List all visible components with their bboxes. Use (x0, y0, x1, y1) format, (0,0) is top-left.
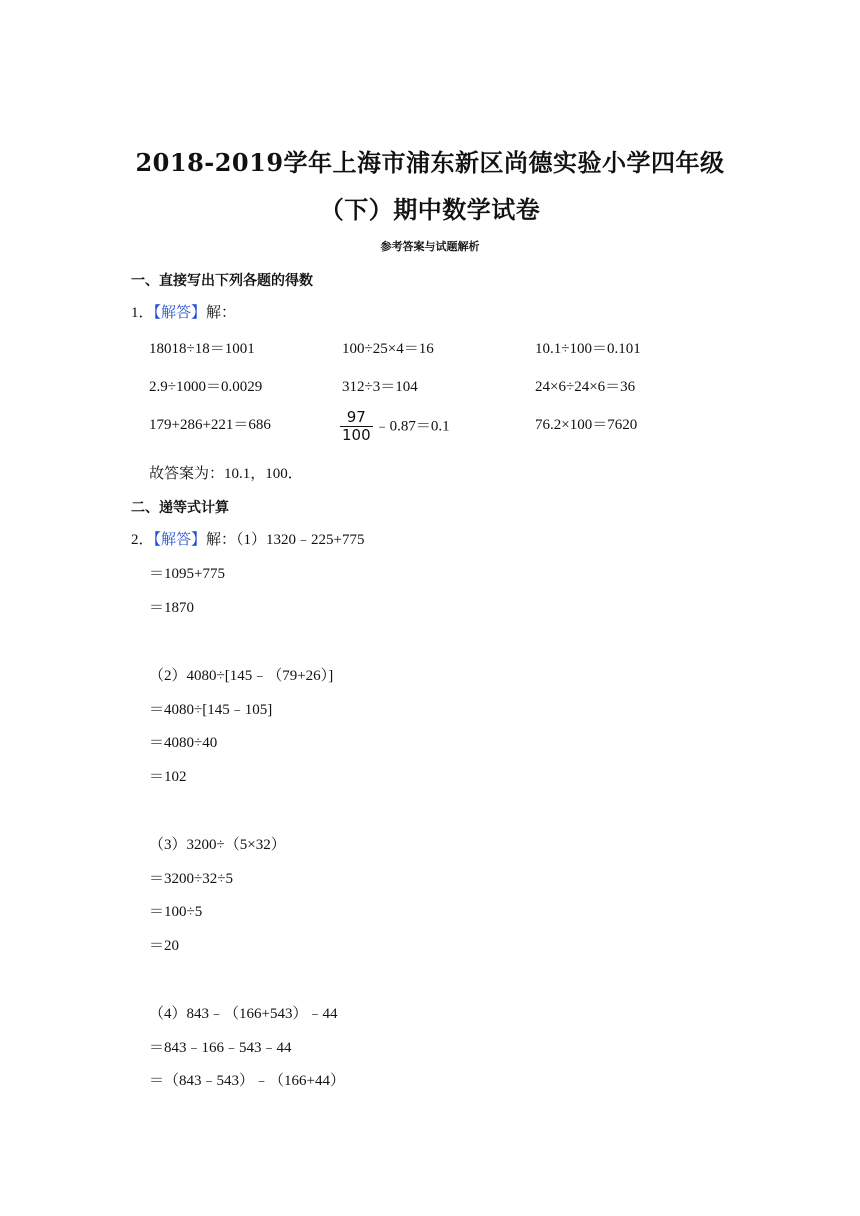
solution-line: ＝20 (149, 938, 180, 954)
calc-item: 18018÷18＝1001 (149, 341, 255, 357)
solution-line: ＝102 (149, 769, 187, 785)
answer-tag: 【解答】 (153, 532, 207, 548)
fraction-numerator: 97 (340, 409, 373, 427)
calc-item: 76.2×100＝7620 (535, 417, 638, 433)
solution-line: ＝1870 (149, 600, 195, 616)
solution-line: （3）3200÷（5×32） (149, 837, 286, 853)
solution-line: ＝（843﹣543）﹣（166+44） (149, 1073, 345, 1089)
solution-line: （2）4080÷[145﹣（79+26）] (149, 668, 334, 684)
solution-line: ＝4080÷[145﹣105] (149, 702, 273, 718)
calc-item: 179+286+221＝686 (149, 417, 271, 433)
answer-tag: 【解答】 (153, 305, 207, 321)
calc-item: 24×6÷24×6＝36 (535, 379, 636, 395)
question-1-header (131, 304, 236, 322)
question-number: 2． (131, 532, 154, 548)
calc-item: 10.1÷100＝0.101 (535, 341, 641, 357)
fraction-rest: ﹣0.87＝0.1 (374, 418, 450, 435)
calc-item: 2.9÷1000＝0.0029 (149, 379, 263, 395)
fraction (340, 409, 373, 444)
solution-line: ＝843﹣166﹣543﹣44 (149, 1040, 292, 1056)
fraction-denominator: 100 (342, 426, 371, 444)
solution-line: ＝100÷5 (149, 904, 203, 920)
solution-label: 解： (206, 305, 237, 321)
document-title-line1: 2018-2019学年上海市浦东新区尚德实验小学四年级 (135, 148, 725, 177)
section-heading-1: 一、直接写出下列各题的得数 (131, 273, 313, 289)
fraction-calc-item (340, 409, 450, 444)
solution-label: 解： (206, 532, 237, 548)
solution-line: （4）843﹣（166+543）﹣44 (149, 1006, 338, 1022)
solution-line: ＝4080÷40 (149, 735, 218, 751)
question-2-header (131, 531, 365, 549)
section-heading-2: 二、递等式计算 (131, 500, 229, 516)
solution-line: ＝3200÷32÷5 (149, 871, 233, 887)
question-number: 1． (131, 305, 154, 321)
document-title-line2: （下）期中数学试卷 (319, 195, 541, 224)
solution-line: ＝1095+775 (149, 566, 225, 582)
document-subtitle: 参考答案与试题解析 (380, 240, 480, 253)
solution-line: （1）1320﹣225+775 (236, 532, 365, 548)
calc-item: 100÷25×4＝16 (342, 341, 434, 357)
calc-item: 312÷3＝104 (342, 379, 418, 395)
answer-summary: 故答案为：10.1，100． (149, 466, 303, 482)
